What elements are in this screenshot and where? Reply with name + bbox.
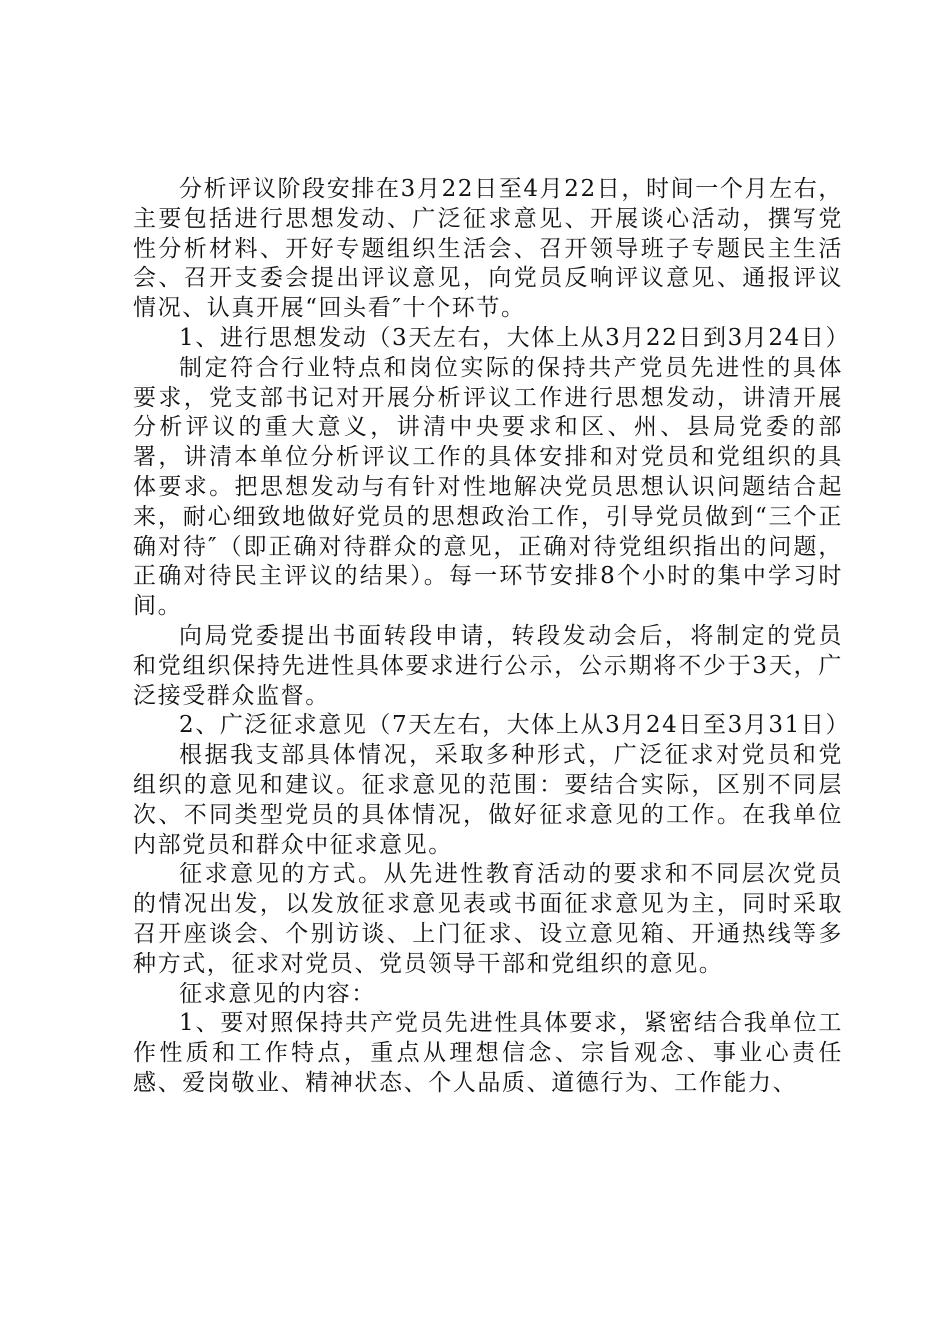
paragraph-solicit-scope: 根据我支部具体情况，采取多种形式，广泛征求对党员和党组织的意见和建议。征求意见的范围：要结合实际，区别不同层次、不同类型党员的具体情况，做好征求意见的工作。在我单位内部党员和群众中征求意见。 — [133, 742, 843, 858]
document-body — [133, 175, 851, 1099]
paragraph-stage-transfer: 向局党委提出书面转段申请，转段发动会后，将制定的党员和党组织保持先进性具体要求进行公示，公示期将不少于3天，广泛接受群众监督。 — [133, 622, 843, 709]
paragraph-mobilization-details: 制定符合行业特点和岗位实际的保持共产党员先进性的具体要求，党支部书记对开展分析评议工作进行思想发动，讲清开展分析评议的重大意义，讲清中央要求和区、州、县局党委的部署，讲清本单位分析评议工作的具体安排和对党员和党组织的具体要求。把思想发动与有针对性地解决党员思想认识问题结合起来，耐心细致地做好党员的思想政治工作，引导党员做到“三个正确对待″（即正确对待群众的意见，正确对待党组织指出的问题，正确对待民主评议的结果）。每一环节安排8个小时的集中学习时间。 — [133, 354, 843, 620]
paragraph-solicit-methods: 征求意见的方式。从先进性教育活动的要求和不同层次党员的情况出发，以发放征求意见表或书面征求意见为主，同时采取召开座谈会、个别访谈、上门征求、设立意见箱、开通热线等多种方式，征求对党员、党员领导干部和党组织的意见。 — [133, 861, 843, 977]
paragraph-solicit-content-item-1: 1、要对照保持共产党员先进性具体要求，紧密结合我单位工作性质和工作特点，重点从理想信念、宗旨观念、事业心责任感、爱岗敬业、精神状态、个人品质、道德行为、工作能力、 — [133, 1010, 843, 1096]
heading-solicit-opinions: 2、广泛征求意见（7天左右，大体上从3月24日至3月31日） — [179, 712, 851, 739]
paragraph-stage-overview: 分析评议阶段安排在3月22日至4月22日，时间一个月左右，主要包括进行思想发动、广泛征求意见、开展谈心活动，撰写党性分析材料、开好专题组织生活会、召开领导班子专题民主生活会、召开支委会提出评议意见，向党员反响评议意见、通报评议情况、认真开展“回头看″十个环节。 — [133, 176, 843, 322]
heading-ideological-mobilization: 1、进行思想发动（3天左右，大体上从3月22日到3月24日） — [179, 324, 851, 351]
paragraph-solicit-content-label: 征求意见的内容： — [179, 980, 376, 1007]
